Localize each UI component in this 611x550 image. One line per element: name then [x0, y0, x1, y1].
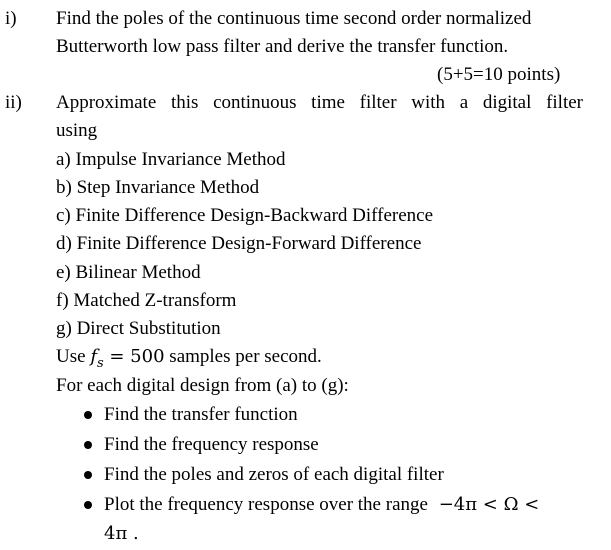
- sampling-rate-symbol: f: [90, 346, 97, 367]
- plot-range: −4π < Ω <: [438, 494, 540, 515]
- plot-text: Plot the frequency response over the range: [104, 494, 428, 515]
- question-2-line-2: using: [56, 120, 98, 141]
- plot-range-end: 4π .: [104, 523, 139, 544]
- sampling-rate-line: [56, 347, 322, 370]
- method-item: e) Bilinear Method: [56, 262, 201, 283]
- sampling-rate-value: = 500: [103, 346, 165, 367]
- sampling-rate-subscript: s: [96, 355, 104, 371]
- for-each-instruction: For each digital design from (a) to (g):: [56, 375, 349, 396]
- question-1-line-2: Butterworth low pass filter and derive the transfer function.: [56, 36, 509, 57]
- question-1-line-1: Find the poles of the continuous time second order normalized: [56, 8, 532, 29]
- method-item: f) Matched Z-transform: [56, 290, 237, 311]
- question-1-number: i): [5, 8, 17, 29]
- method-item: a) Impulse Invariance Method: [56, 149, 286, 170]
- question-2-line-1: Approximate this continuous time filter with a digital filter: [56, 92, 583, 113]
- bullet-icon: [84, 471, 92, 479]
- task-item: Find the transfer function: [104, 404, 298, 425]
- bullet-icon: [84, 411, 92, 419]
- method-item: d) Finite Difference Design-Forward Difference: [56, 233, 422, 254]
- method-item: b) Step Invariance Method: [56, 177, 260, 198]
- sampling-rate-prefix: Use: [56, 346, 91, 367]
- task-item: Find the poles and zeros of each digital filter: [104, 464, 444, 485]
- task-item-plot: [104, 495, 539, 514]
- sampling-rate-suffix: samples per second.: [164, 346, 322, 367]
- task-item: Find the frequency response: [104, 434, 319, 455]
- bullet-icon: [84, 501, 92, 509]
- question-2-number: ii): [5, 92, 22, 113]
- bullet-icon: [84, 441, 92, 449]
- method-item: c) Finite Difference Design-Backward Difference: [56, 205, 434, 226]
- question-1-points: (5+5=10 points): [437, 64, 561, 85]
- method-item: g) Direct Substitution: [56, 318, 221, 339]
